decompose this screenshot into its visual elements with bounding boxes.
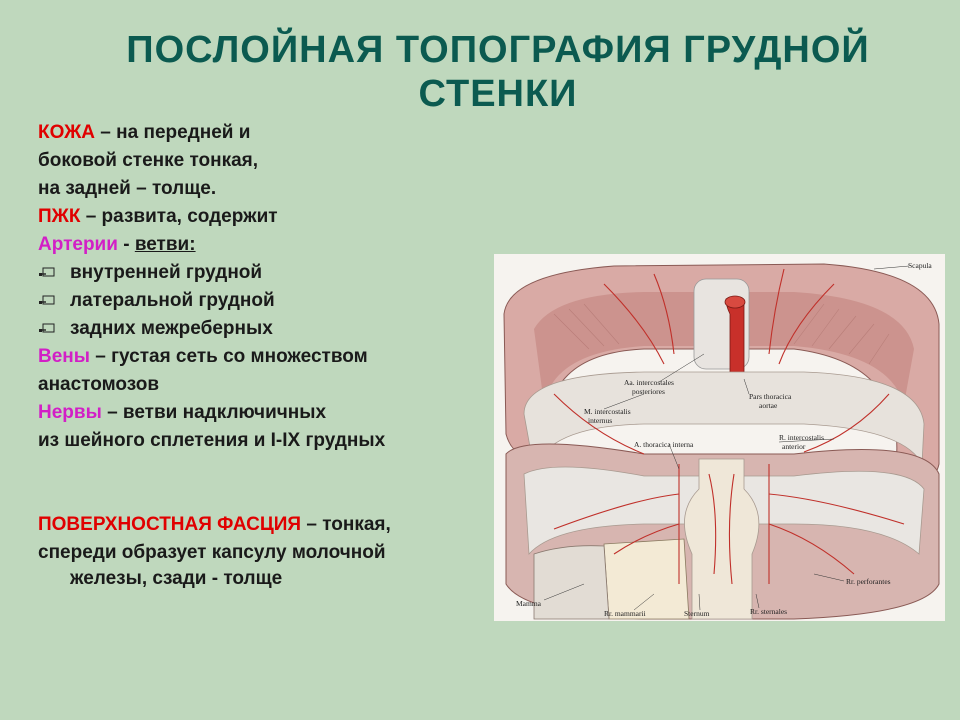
skin-line1: [38, 119, 250, 147]
arteries-line: [38, 231, 196, 259]
label-rr-sternales: Rr. sternales: [750, 607, 788, 616]
label-rr-mammarii: Rr. mammarii: [604, 609, 646, 618]
bullet-text-1: внутренней грудной: [70, 262, 263, 283]
fascia-line1: [38, 511, 391, 539]
bullet-item-2: [38, 287, 275, 315]
label-r-intercostalis-1: R. intercostalis: [779, 433, 824, 442]
fascia-text1: – тонкая,: [301, 514, 391, 535]
bullet-icon: [38, 267, 56, 279]
nerves-term: Нервы: [38, 402, 102, 423]
fat-line: [38, 203, 278, 231]
label-m-intercostalis-1: M. intercostalis: [584, 407, 631, 416]
label-mamma: Mamma: [516, 599, 541, 608]
label-aa-intercostales-2: posteriores: [632, 387, 665, 396]
fat-text: – развита, содержит: [80, 206, 278, 227]
veins-line2: анастомозов: [38, 374, 160, 395]
bullet-icon: [38, 295, 56, 307]
skin-line2: боковой стенке тонкая,: [38, 150, 259, 171]
skin-line3: на задней – толще.: [38, 178, 217, 199]
label-a-thoracica: A. thoracica interna: [634, 440, 694, 449]
veins-term: Вены: [38, 346, 90, 367]
label-pars-thoracica-2: aortae: [759, 401, 778, 410]
label-r-intercostalis-2: anterior: [782, 442, 806, 451]
label-sternum: Sternum: [684, 609, 710, 618]
bullet-item-1: [38, 259, 262, 287]
bullet-text-2: латеральной грудной: [70, 290, 275, 311]
chest-wall-illustration: [494, 254, 945, 621]
label-aa-intercostales-1: Aa. intercostales: [624, 378, 674, 387]
label-rr-perforantes: Rr. perforantes: [846, 577, 891, 586]
label-m-intercostalis-2: internus: [588, 416, 613, 425]
slide-title-line1: ПОСЛОЙНАЯ ТОПОГРАФИЯ ГРУДНОЙ: [126, 29, 870, 71]
fascia-line3: железы, сзади - толще: [70, 568, 283, 589]
anatomy-drawing: [494, 254, 945, 621]
fascia-line2: спереди образует капсулу молочной: [38, 542, 386, 563]
arteries-branches: ветви:: [134, 234, 196, 255]
nerves-text1: – ветви надключичных: [101, 402, 327, 423]
bullet-icon: [38, 323, 56, 335]
nerves-line2: из шейного сплетения и I-IX грудных: [38, 430, 386, 451]
skin-text1: – на передней и: [95, 122, 251, 143]
arteries-term: Артерии: [38, 234, 118, 255]
bullet-text-3: задних межреберных: [70, 318, 273, 339]
arteries-sep: -: [117, 234, 135, 255]
slide-title-line2: СТЕНКИ: [418, 73, 578, 115]
bullet-item-3: [38, 315, 273, 343]
fat-term: ПЖК: [38, 206, 81, 227]
nerves-line1: [38, 399, 326, 427]
veins-text1: – густая сеть со множеством: [90, 346, 368, 367]
label-pars-thoracica-1: Pars thoracica: [749, 392, 792, 401]
veins-line1: [38, 343, 368, 371]
skin-term: КОЖА: [38, 122, 96, 143]
fascia-term: ПОВЕРХНОСТНАЯ ФАСЦИЯ: [38, 514, 302, 535]
label-scapula: Scapula: [908, 261, 932, 270]
